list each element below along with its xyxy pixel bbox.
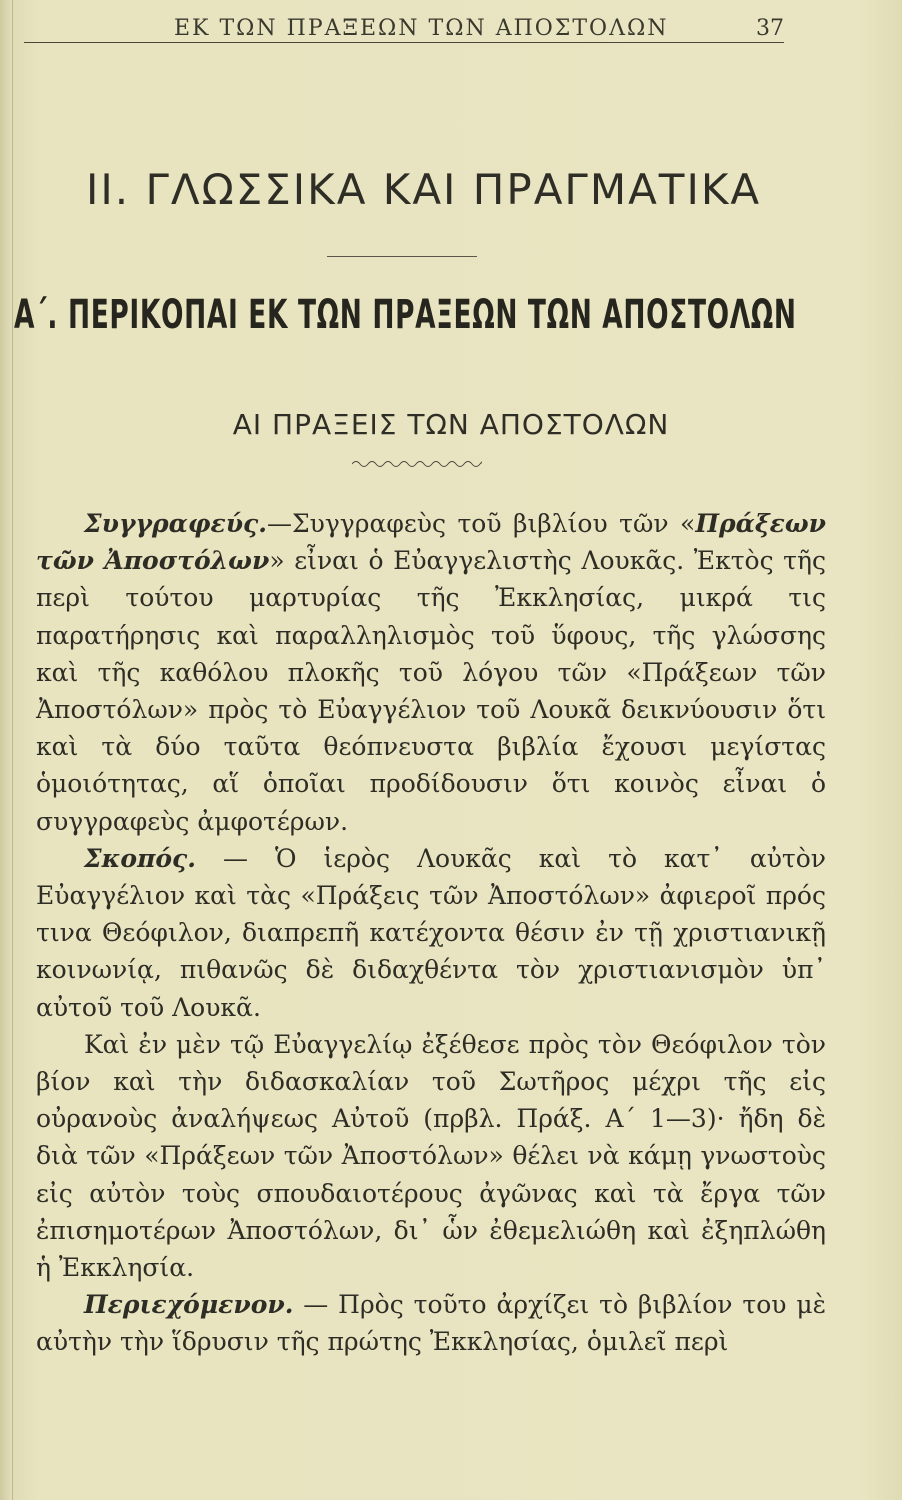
- section-divider: [327, 256, 477, 257]
- paragraph-text: — Ὁ ἱερὸς Λουκᾶς καὶ τὸ κατ᾽ αὐτὸν Εὐαγγέλιον καὶ τὰς «Πράξεις τῶν Ἀποστόλων» ἀφιεροῖ πρός τινα Θεόφιλον, διαπρεπῆ κατέχοντα θέσιν ἐν τῇ χριστιανικῇ κοινωνίᾳ, πιθανῶς δὲ διδαχθέντα τὸν χριστιανισμὸν ὑπ᾽ αὐτοῦ τοῦ Λουκᾶ.: [36, 843, 826, 1022]
- page-spine: [0, 0, 13, 1500]
- header-rule: [24, 42, 784, 43]
- subsection-title: Α΄. ΠΕΡΙΚΟΠΑΙ ΕΚ ΤΩΝ ΠΡΑΞΕΩΝ ΤΩΝ ΑΠΟΣΤΟΛΩΝ: [14, 292, 797, 338]
- book-title: ΑΙ ΠΡΑΞΕΙΣ ΤΩΝ ΑΠΟΣΤΟΛΩΝ: [232, 408, 670, 441]
- paragraph-text: Καὶ ἐν μὲν τῷ Εὐαγγελίῳ ἐξέθεσε πρὸς τὸν Θεόφιλον τὸν βίον καὶ τὴν διδασκαλίαν τοῦ Σωτῆρος μέχρι τῆς εἰς οὐρανοὺς ἀναλήψεως Αὐτοῦ (πρβλ. Πράξ. Α΄ 1—3)· ἤδη δὲ διὰ τῶν «Πράξεων τῶν Ἀποστόλων» θέλει νὰ κάμῃ γνωστοὺς εἰς αὐτὸν τοὺς σπουδαιοτέρους ἀγῶνας καὶ τὰ ἔργα τῶν ἐπισημοτέρων Ἀποστόλων, δι᾽ ὧν ἐθεμελιώθη καὶ ἐξηπλώθη ἡ Ἐκκλησία.: [36, 1029, 826, 1283]
- running-head-title: ΕΚ ΤΩΝ ΠΡΑΞΕΩΝ ΤΩΝ ΑΠΟΣΤΟΛΩΝ: [174, 16, 669, 41]
- body-text: [36, 505, 826, 1361]
- paragraph-lead: Περιεχόμενον.: [84, 1290, 294, 1320]
- paragraph-gospel: [36, 1026, 826, 1286]
- wavy-ornament: [352, 458, 482, 470]
- paragraph-text: — Πρὸς τοῦτο ἀρχίζει τὸ βιβλίον του μὲ αὐτὴν τὴν ἵδρυσιν τῆς πρώτης Ἐκκλησίας, ὁμιλεῖ περὶ: [36, 1290, 826, 1357]
- paragraph-lead: Συγγραφεύς.: [84, 509, 267, 538]
- paragraph-author: [36, 505, 826, 840]
- paragraph-text: —Συγγραφεὺς τοῦ βιβλίου τῶν «: [266, 509, 696, 538]
- page-number: 37: [756, 16, 784, 41]
- paragraph-purpose: [36, 840, 826, 1026]
- running-head: [24, 14, 784, 40]
- section-title: II. ΓΛΩΣΣΙΚΑ ΚΑΙ ΠΡΑΓΜΑΤΙΚΑ: [86, 165, 762, 214]
- paragraph-contents: [36, 1286, 826, 1360]
- paragraph-text: » εἶναι ὁ Εὐαγγελιστὴς Λουκᾶς. Ἐκτὸς τῆς περὶ τούτου μαρτυρίας τῆς Ἐκκλησίας, μικρά τις παρατήρησις καὶ παραλληλισμὸς τοῦ ὕφους, τῆς γλώσσης καὶ τῆς καθόλου πλοκῆς τοῦ λόγου τῶν «Πράξεων τῶν Ἀποστόλων» πρὸς τὸ Εὐαγγέλιον τοῦ Λουκᾶ δεικνύουσιν ὅτι καὶ τὰ δύο ταῦτα θεόπνευστα βιβλία ἔχουσι μεγίστας ὁμοιότητας, αἵ ὁποῖαι προδίδουσιν ὅτι κοινὸς εἶναι ὁ συγγραφεὺς ἀμφοτέρων.: [36, 546, 826, 836]
- paragraph-italic: Πράξεων τῶν Ἀποστόλων: [36, 509, 826, 576]
- paragraph-lead: Σκοπός.: [84, 843, 196, 873]
